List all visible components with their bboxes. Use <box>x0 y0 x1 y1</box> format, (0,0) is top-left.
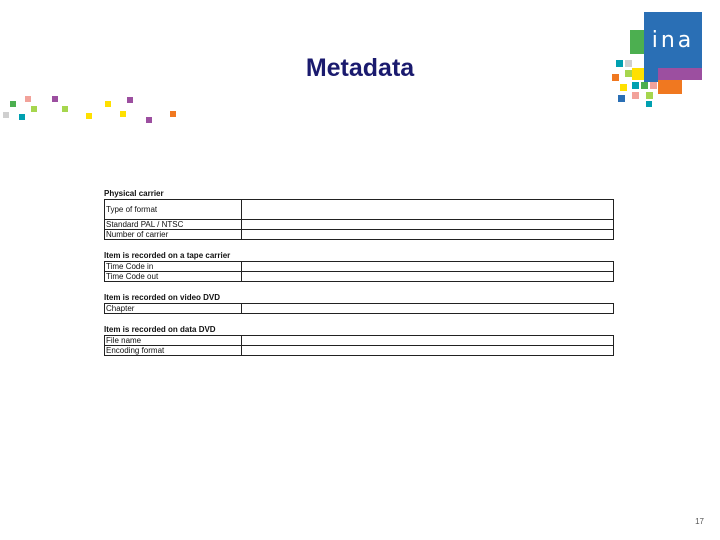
table-row <box>105 304 614 314</box>
table-row <box>105 272 614 282</box>
section-physical-carrier <box>104 189 614 240</box>
section-title: Physical carrier <box>104 189 164 198</box>
table-row <box>105 336 614 346</box>
field-value[interactable] <box>242 200 614 220</box>
section-tape-carrier <box>104 251 614 282</box>
table-row <box>105 346 614 356</box>
field-value[interactable] <box>242 272 614 282</box>
decor-square <box>25 96 31 102</box>
physical-carrier-table <box>104 199 614 240</box>
video-dvd-table <box>104 303 614 314</box>
field-label: File name <box>105 336 242 346</box>
decor-square <box>120 111 126 117</box>
decor-square <box>86 113 92 119</box>
field-value[interactable] <box>242 346 614 356</box>
section-data-dvd <box>104 325 614 356</box>
section-title: Item is recorded on data DVD <box>104 325 216 334</box>
field-value[interactable] <box>242 336 614 346</box>
section-title: Item is recorded on a tape carrier <box>104 251 231 260</box>
table-row <box>105 262 614 272</box>
field-label: Standard PAL / NTSC <box>105 220 242 230</box>
decor-square <box>10 101 16 107</box>
decor-square <box>52 96 58 102</box>
field-value[interactable] <box>242 220 614 230</box>
decor-square <box>127 97 133 103</box>
ina-logo-text: ina <box>644 12 702 68</box>
decor-square <box>170 111 176 117</box>
field-label: Type of format <box>105 200 242 220</box>
decor-square <box>31 106 37 112</box>
field-label: Chapter <box>105 304 242 314</box>
field-value[interactable] <box>242 230 614 240</box>
decor-square <box>19 114 25 120</box>
decor-square <box>3 112 9 118</box>
page-number: 17 <box>695 517 704 526</box>
table-row <box>105 200 614 220</box>
decor-square <box>105 101 111 107</box>
section-title: Item is recorded on video DVD <box>104 293 221 302</box>
metadata-form <box>104 189 614 356</box>
decor-square <box>146 117 152 123</box>
field-label: Number of carrier <box>105 230 242 240</box>
field-label: Time Code out <box>105 272 242 282</box>
data-dvd-table <box>104 335 614 356</box>
decor-square <box>62 106 68 112</box>
field-value[interactable] <box>242 262 614 272</box>
section-video-dvd <box>104 293 614 314</box>
field-label: Encoding format <box>105 346 242 356</box>
tape-carrier-table <box>104 261 614 282</box>
table-row <box>105 230 614 240</box>
field-value[interactable] <box>242 304 614 314</box>
table-row <box>105 220 614 230</box>
slide-title: Metadata <box>305 54 415 82</box>
field-label: Time Code in <box>105 262 242 272</box>
